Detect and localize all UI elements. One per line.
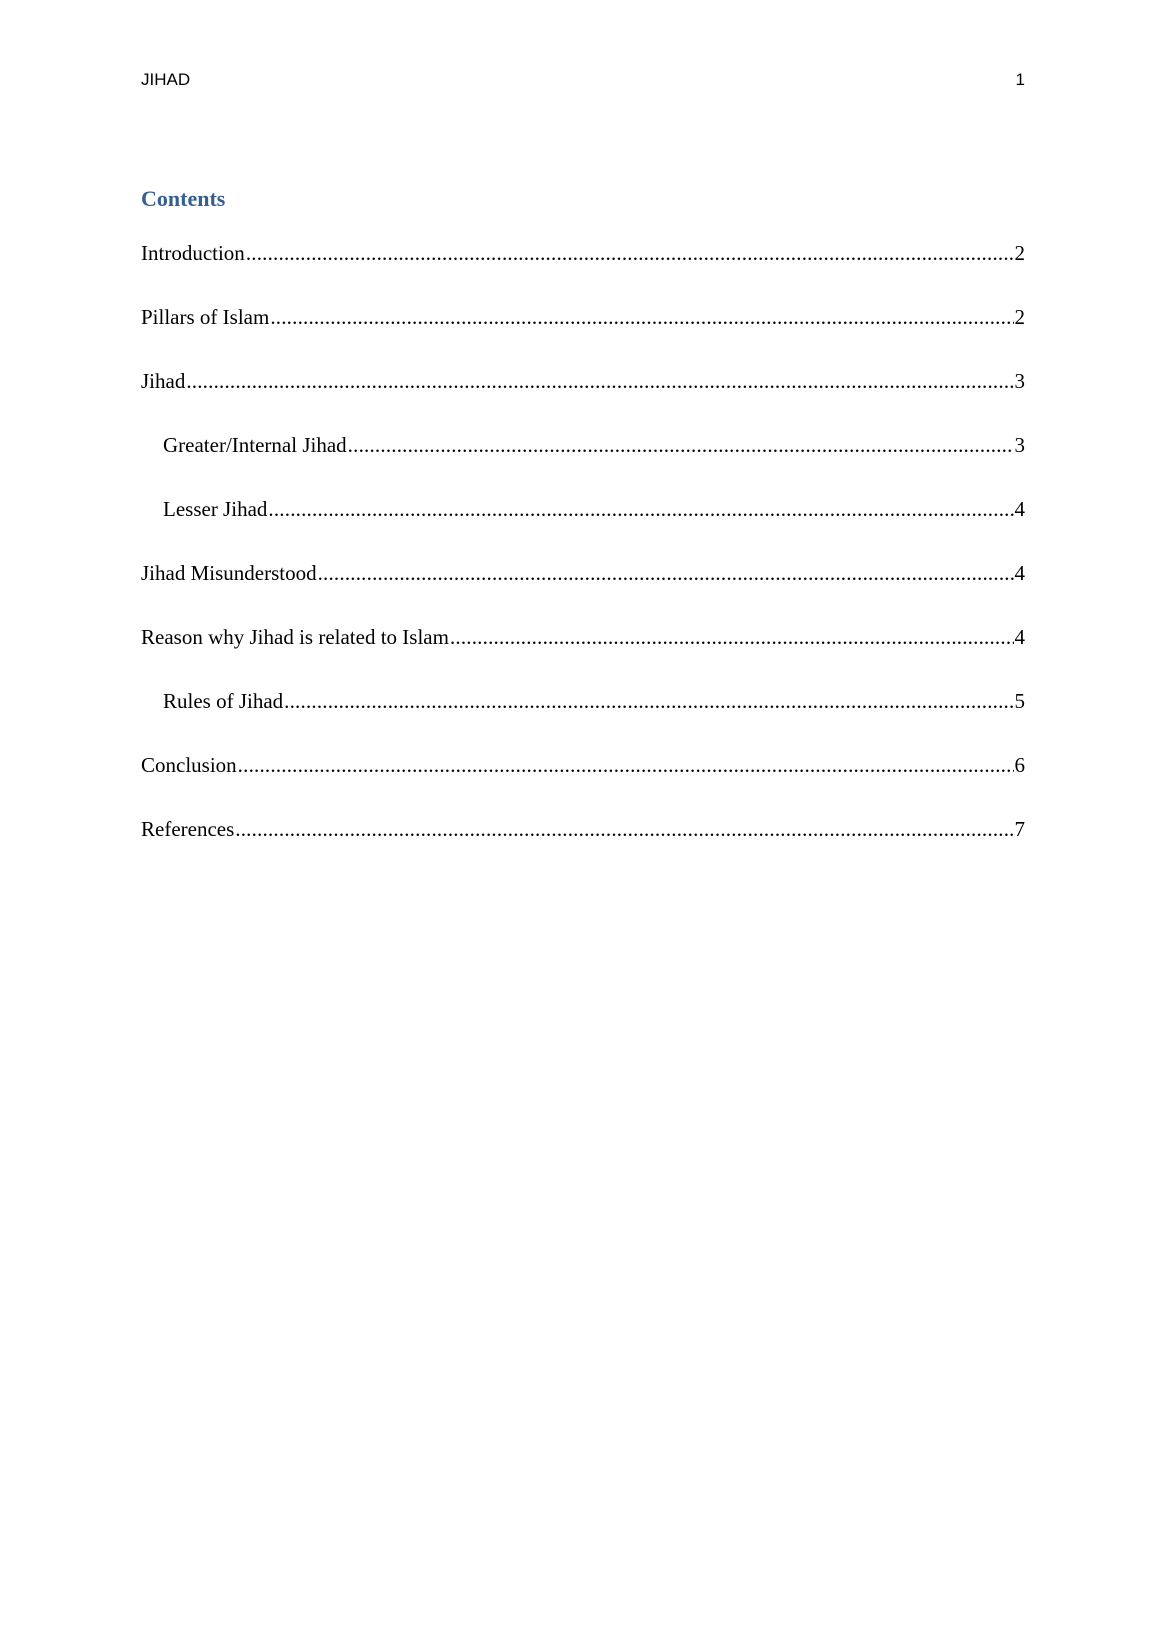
toc-entry-label: Reason why Jihad is related to Islam xyxy=(141,625,449,649)
toc-entry-lesser-jihad[interactable] xyxy=(141,496,1025,560)
toc-entry-introduction[interactable] xyxy=(141,240,1025,304)
toc-entry-rules-of-jihad[interactable] xyxy=(141,688,1025,752)
toc-entry-page: 2 xyxy=(1014,241,1025,265)
toc-entry-pillars-of-islam[interactable] xyxy=(141,304,1025,368)
toc-entry-label: Greater/Internal Jihad xyxy=(163,433,347,457)
toc-entry-page: 7 xyxy=(1014,817,1025,841)
toc-entry-page: 4 xyxy=(1014,625,1025,649)
toc-entry-page: 4 xyxy=(1014,497,1025,521)
toc-leader-dots xyxy=(270,304,1013,331)
toc-entry-references[interactable] xyxy=(141,816,1025,880)
toc-entry-label: Conclusion xyxy=(141,753,237,777)
table-of-contents xyxy=(141,240,1025,880)
toc-leader-dots xyxy=(450,624,1014,651)
toc-entry-conclusion[interactable] xyxy=(141,752,1025,816)
page-number: 1 xyxy=(1015,70,1025,89)
toc-entry-label: Lesser Jihad xyxy=(163,497,268,521)
toc-entry-page: 3 xyxy=(1014,369,1025,393)
running-head: JIHAD xyxy=(141,70,191,89)
toc-entry-jihad[interactable] xyxy=(141,368,1025,432)
toc-title: Contents xyxy=(141,186,226,211)
toc-entry-label: Jihad Misunderstood xyxy=(141,561,317,585)
toc-entry-label: Jihad xyxy=(141,369,186,393)
toc-entry-jihad-misunderstood[interactable] xyxy=(141,560,1025,624)
toc-entry-reason-why-jihad[interactable] xyxy=(141,624,1025,688)
toc-leader-dots xyxy=(235,816,1013,843)
toc-leader-dots xyxy=(284,688,1013,715)
toc-leader-dots xyxy=(318,560,1014,587)
toc-leader-dots xyxy=(238,752,1014,779)
toc-leader-dots xyxy=(348,432,1014,459)
toc-entry-label: Rules of Jihad xyxy=(163,689,284,713)
toc-entry-page: 6 xyxy=(1014,753,1025,777)
toc-entry-page: 3 xyxy=(1014,433,1025,457)
toc-entry-label: Pillars of Islam xyxy=(141,305,270,329)
toc-entry-label: Introduction xyxy=(141,241,245,265)
toc-entry-greater-internal-jihad[interactable] xyxy=(141,432,1025,496)
toc-entry-page: 4 xyxy=(1014,561,1025,585)
toc-leader-dots xyxy=(186,368,1013,395)
page-header xyxy=(141,70,1025,94)
toc-entry-label: References xyxy=(141,817,235,841)
toc-entry-page: 2 xyxy=(1014,305,1025,329)
toc-entry-page: 5 xyxy=(1014,689,1025,713)
toc-leader-dots xyxy=(268,496,1013,523)
toc-leader-dots xyxy=(246,240,1014,267)
